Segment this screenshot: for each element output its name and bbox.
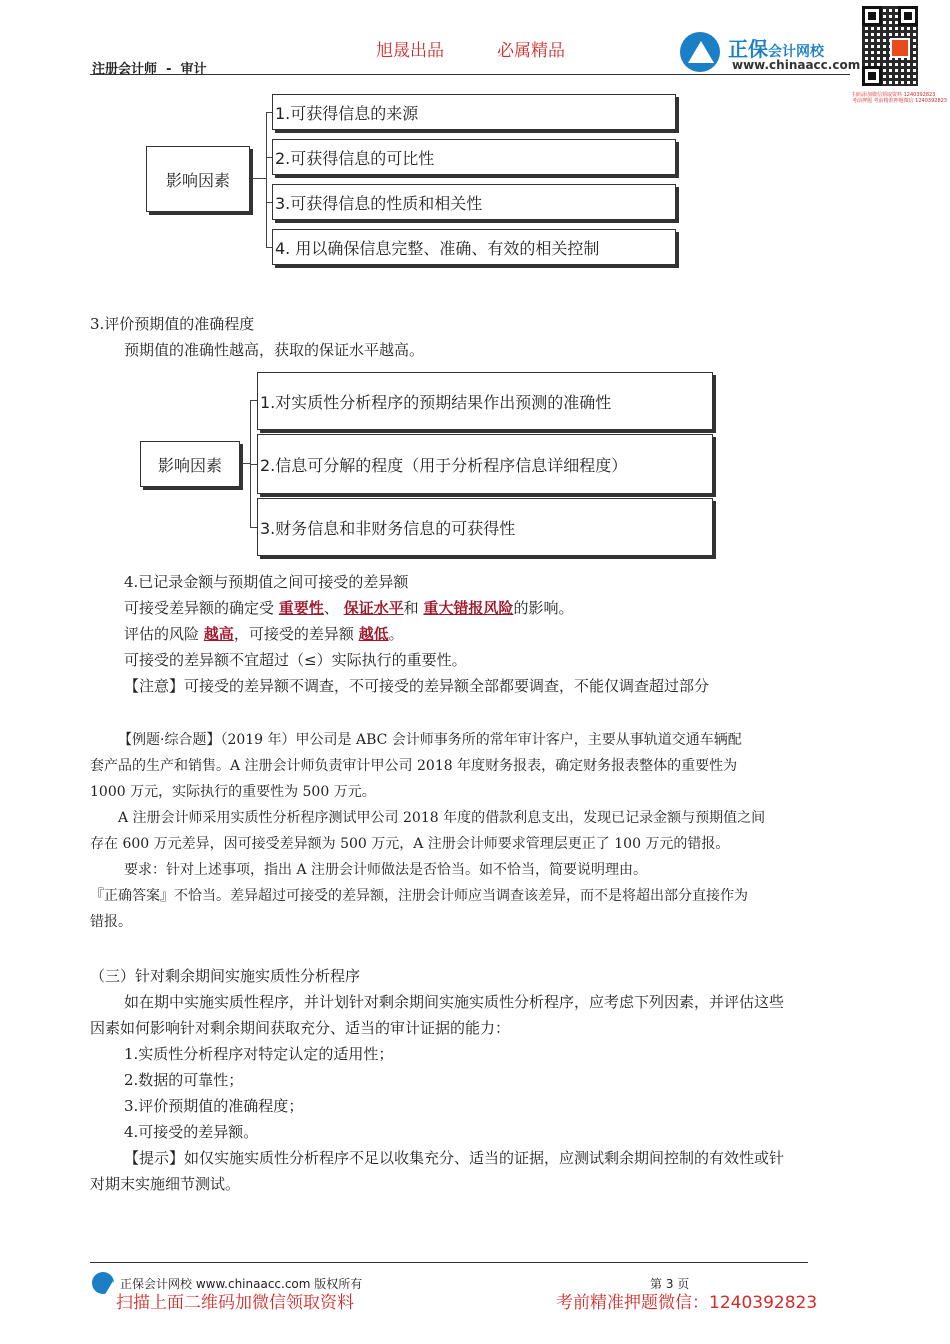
section-three-item-2: 2.数据的可靠性；	[124, 1071, 244, 1089]
section-three-item-1: 1.实质性分析程序对特定认定的适用性；	[124, 1045, 394, 1063]
keyword-lower: 越低	[358, 625, 389, 643]
example-answer-a: 『正确答案』不恰当。差异超过可接受的差异额，注册会计师应当调查该差异，而不是将超出部分直接作为	[90, 888, 748, 904]
section-three-p1a: 如在期中实施实质性程序，并计划针对剩余期间实施实质性分析程序，应考虑下列因素，并评估这些	[124, 993, 785, 1011]
section-three-item-4: 4.可接受的差异额。	[124, 1123, 259, 1141]
footer-promo-left: 扫描上面二维码加微信领取资料	[116, 1293, 354, 1313]
diagram1-root: 影响因素	[146, 146, 250, 212]
header-slogan-right: 必属精品	[497, 41, 565, 61]
section4-title: 4.已记录金额与预期值之间可接受的差异额	[124, 573, 409, 591]
section3-line1: 预期值的准确性越高，获取的保证水平越高。	[124, 341, 425, 359]
footer-rule	[90, 1262, 808, 1263]
logo-suffix: 会计网校	[768, 44, 824, 60]
section-three-p1b: 因素如何影响针对剩余期间获取充分、适当的审计证据的能力：	[90, 1019, 511, 1037]
qr-center-logo-icon	[890, 38, 910, 58]
example-answer-b: 错报。	[90, 914, 132, 930]
logo-name: 正保	[728, 37, 768, 61]
section-three-tip-a: 【提示】如仅实施实质性分析程序不足以收集充分、适当的证据，应测试剩余期间控制的有效性或针	[124, 1149, 785, 1167]
keyword-material-misstatement-risk: 重大错报风险	[423, 599, 514, 617]
diagram2-item-2: 2.信息可分解的程度（用于分析程序信息详细程度）	[257, 434, 713, 494]
example-p2a: A 注册会计师采用实质性分析程序测试甲公司 2018 年度的借款利息支出，发现已记录金额与预期值之间	[118, 810, 766, 826]
header-rule	[90, 74, 850, 75]
header-subject: 注册会计师 - 审计	[92, 62, 207, 77]
keyword-assurance-level: 保证水平	[343, 599, 404, 617]
footer-logo-icon	[92, 1272, 114, 1294]
diagram2-item-3: 3.财务信息和非财务信息的可获得性	[257, 498, 713, 556]
diagram1-item-1: 1.可获得信息的来源	[272, 94, 676, 130]
qr-caption-2: 考前押题 考前精准押题微信 1240392823	[852, 98, 947, 104]
example-p1b: 套产品的生产和销售。A 注册会计师负责审计甲公司 2018 年度财务报表，确定财务报表整体的重要性为	[90, 758, 738, 774]
keyword-materiality: 重要性	[278, 599, 324, 617]
section4-line2: 评估的风险 越高，可接受的差异额 越低。	[124, 625, 404, 643]
section4-line3: 可接受的差异额不宜超过（≤）实际执行的重要性。	[124, 651, 467, 669]
section-three-item-3: 3.评价预期值的准确程度；	[124, 1097, 304, 1115]
example-p1c: 1000 万元，实际执行的重要性为 500 万元。	[90, 784, 376, 800]
section-three-tip-b: 对期末实施细节测试。	[90, 1175, 241, 1193]
qr-caption-1: 扫码添加微信领取资料 1240392823	[852, 92, 936, 98]
header-slogan-left: 旭晟出品	[376, 41, 444, 61]
diagram1-item-4: 4. 用以确保信息完整、准确、有效的相关控制	[272, 229, 676, 265]
section4-note: 【注意】可接受的差异额不调查，不可接受的差异额全部都要调查，不能仅调查超过部分	[124, 677, 710, 695]
example-p1a: 【例题·综合题】（2019 年）甲公司是 ABC 会计师事务所的常年审计客户，主要从事轨道交通车辆配	[118, 732, 742, 748]
diagram2-root: 影响因素	[140, 441, 240, 487]
keyword-higher: 越高	[203, 625, 234, 643]
footer-promo-right: 考前精准押题微信：1240392823	[556, 1293, 818, 1313]
section-three-title: （三）针对剩余期间实施实质性分析程序	[90, 967, 361, 985]
footer-copyright: 正保会计网校 www.chinaacc.com 版权所有	[120, 1277, 363, 1291]
diagram1-item-2: 2.可获得信息的可比性	[272, 139, 676, 175]
section4-line1: 可接受差异额的确定受 重要性、 保证水平和 重大错报风险的影响。	[124, 599, 574, 617]
logo-mark-icon	[680, 32, 720, 72]
logo-url: www.chinaacc.com	[732, 58, 861, 72]
example-p2b: 存在 600 万元差异，因可接受差异额为 500 万元，A 注册会计师要求管理层更正了 100 万元的错报。	[90, 836, 730, 852]
section3-title: 3.评价预期值的准确程度	[90, 315, 255, 333]
footer-page-number: 第 3 页	[650, 1277, 690, 1291]
example-requirement: 要求：针对上述事项，指出 A 注册会计师做法是否恰当。如不恰当，简要说明理由。	[124, 862, 648, 878]
diagram2-item-1: 1.对实质性分析程序的预期结果作出预测的准确性	[257, 372, 713, 430]
diagram1-item-3: 3.可获得信息的性质和相关性	[272, 184, 676, 220]
